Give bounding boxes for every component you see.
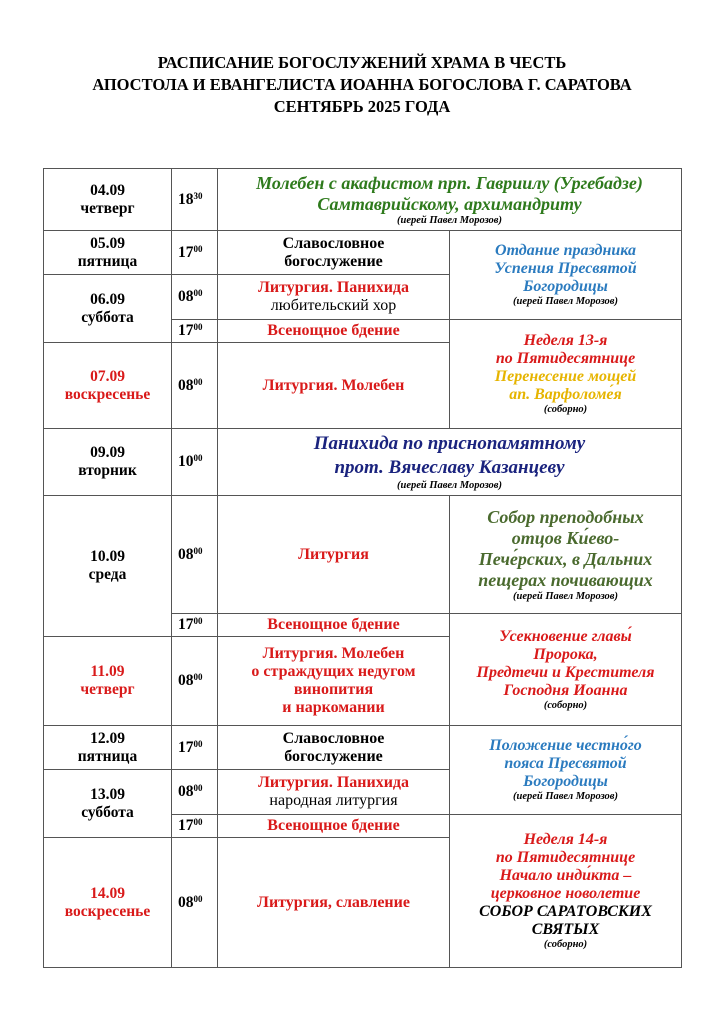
feast-cell: Собор преподобных отцов Ки́ево- Пече́рских, в Дальних пещерах почивающих (иерей Павел Морозов) (450, 496, 682, 614)
time-cell: $08^{00}$ (172, 637, 218, 726)
service-cell: Молебен с акафистом прп. Гавриилу (Ургебадзе) Самтаврийскому, архимандриту (иерей Павел Морозов) (218, 169, 682, 231)
service-cell: Всенощное бдение (218, 815, 450, 838)
service-cell: Всенощное бдение (218, 614, 450, 637)
feast-cell: Положение честно́го пояса Пресвятой Богородицы (иерей Павел Морозов) (450, 726, 682, 815)
service-cell: Славословное богослужение (218, 231, 450, 275)
date-cell: 07.09 воскресенье (44, 343, 172, 429)
title-line-1: РАСПИСАНИЕ БОГОСЛУЖЕНИЙ ХРАМА В ЧЕСТЬ (157, 53, 567, 72)
time-cell: $17^{00}$ (172, 320, 218, 343)
date-cell: 04.09 четверг (44, 169, 172, 231)
time-cell: $08^{00}$ (172, 343, 218, 429)
time-cell: $08^{00}$ (172, 496, 218, 614)
service-cell: Всенощное бдение (218, 320, 450, 343)
title-line-2: АПОСТОЛА И ЕВАНГЕЛИСТА ИОАННА БОГОСЛОВА Г. САРАТОВА (92, 75, 632, 94)
time-cell: $18^{30}$ (172, 169, 218, 231)
time-cell: $08^{00}$ (172, 770, 218, 815)
feast-cell: Отдание праздника Успения Пресвятой Богородицы (иерей Павел Морозов) (450, 231, 682, 320)
date-cell: 11.09 четверг (44, 637, 172, 726)
service-cell: Литургия, славление (218, 838, 450, 968)
time-cell: $17^{00}$ (172, 614, 218, 637)
feast-cell: Неделя 13-я по Пятидесятнице Перенесение мощей ап. Варфоломе́я (соборно) (450, 320, 682, 429)
table-row (44, 726, 682, 770)
service-cell: Литургия. Панихида любительский хор (218, 275, 450, 320)
service-cell: Литургия. Молебен (218, 343, 450, 429)
feast-cell: Неделя 14-я по Пятидесятнице Начало инди́кта – церковное новолетие СОБОР САРАТОВСКИХ СВЯТЫХ (соборно) (450, 815, 682, 968)
service-cell: Литургия. Молебен о страждущих недугом винопития и наркомании (218, 637, 450, 726)
time-cell: $08^{00}$ (172, 838, 218, 968)
service-cell: Литургия. Панихида народная литургия (218, 770, 450, 815)
service-cell: Литургия (218, 496, 450, 614)
date-cell: 05.09 пятница (44, 231, 172, 275)
table-row (44, 169, 682, 231)
page-title (0, 52, 724, 118)
table-row (44, 496, 682, 614)
table-row (44, 231, 682, 275)
title-line-3: СЕНТЯБРЬ 2025 ГОДА (273, 97, 451, 116)
table-row (44, 429, 682, 496)
time-cell: $17^{00}$ (172, 231, 218, 275)
date-cell: 06.09 суббота (44, 275, 172, 343)
service-cell: Панихида по приснопамятному прот. Вячеславу Казанцеву (иерей Павел Морозов) (218, 429, 682, 496)
time-cell: $17^{00}$ (172, 815, 218, 838)
schedule-table (43, 168, 682, 968)
date-cell: 14.09 воскресенье (44, 838, 172, 968)
date-cell: 12.09 пятница (44, 726, 172, 770)
service-cell: Славословное богослужение (218, 726, 450, 770)
time-cell: $10^{00}$ (172, 429, 218, 496)
date-cell: 10.09 среда (44, 496, 172, 637)
feast-cell: Усекновение главы́ Пророка, Предтечи и Крестителя Господня Иоанна (соборно) (450, 614, 682, 726)
date-cell: 09.09 вторник (44, 429, 172, 496)
time-cell: $08^{00}$ (172, 275, 218, 320)
date-cell: 13.09 суббота (44, 770, 172, 838)
time-cell: $17^{00}$ (172, 726, 218, 770)
